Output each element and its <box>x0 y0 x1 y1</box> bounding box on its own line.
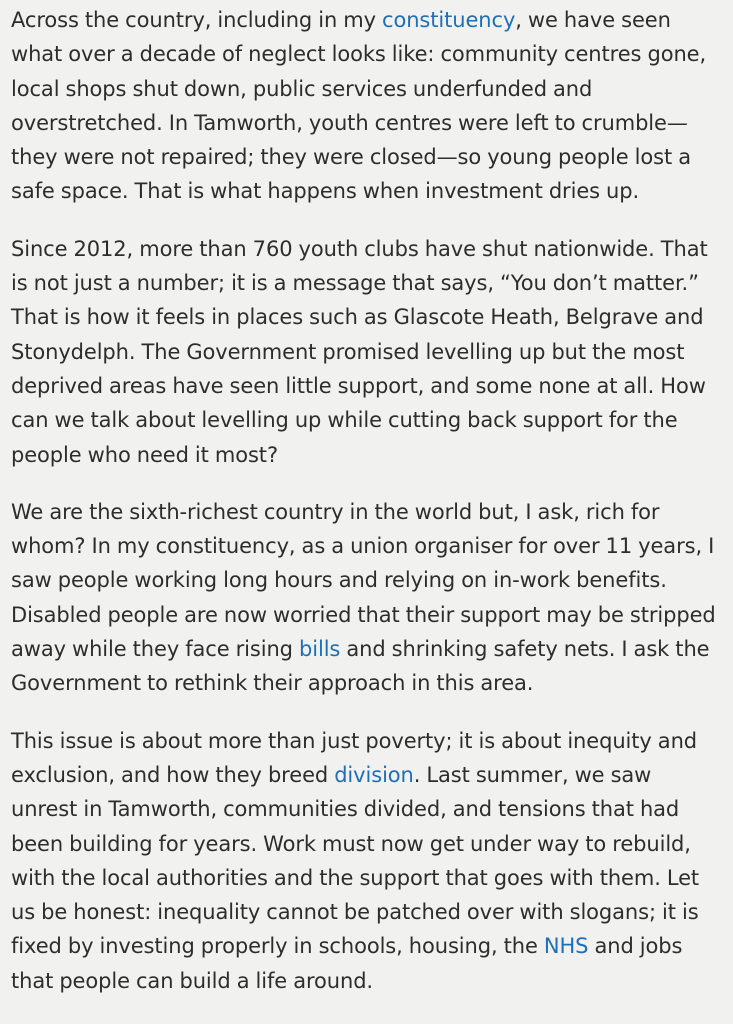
text-segment: . Last summer, we saw unrest in Tamworth, communities divided, and tensions that had been building for years. Work must now get under way to rebuild, with the local authorities and the support that goes with them. Let us be honest: inequality cannot be patched over with slogans; it is fixed by investing properly in schools, housing, the <box>11 762 700 959</box>
text-segment: , we have seen what over a decade of neglect looks like: community centres gone, local shops shut down, public services underfunded and overstretched. In Tamworth, youth centres were left to crumble—they were not repaired; they were closed—so young people lost a safe space. That is what happens when investment dries up. <box>11 8 707 204</box>
paragraph-3 <box>11 495 723 701</box>
link-constituency[interactable]: constituency <box>382 8 516 32</box>
link-division[interactable]: division <box>334 762 414 787</box>
text-segment: We are the sixth-richest country in the world but, I ask, rich for whom? In my constituency, as a union organiser for over 11 years, I saw people working long hours and relying on in-work benefits. Disabled people are now worried that their support may be stripped away while they face rising <box>11 499 716 662</box>
text-segment: and jobs that people can build a life around. <box>11 934 683 993</box>
paragraph-1 <box>11 3 723 209</box>
paragraph-2 <box>11 232 723 472</box>
text-segment: This issue is about more than just poverty; it is about inequity and exclusion, and how they breed <box>11 728 698 787</box>
paragraph-4 <box>11 724 723 998</box>
text-segment: and shrinking safety nets. I ask the Government to rethink their approach in this area. <box>11 637 710 696</box>
link-bills[interactable]: bills <box>299 637 341 662</box>
link-nhs[interactable]: NHS <box>543 934 589 959</box>
text-segment: Across the country, including in my <box>11 8 383 32</box>
text-segment: Since 2012, more than 760 youth clubs have shut nationwide. That is not just a number; it is a message that says, “You don’t matter.” That is how it feels in places such as Glascote Heath, Belgrave and Stonydelph. The Government promised levelling up but the most deprived areas have seen little support, and some none at all. How can we talk about levelling up while cutting back support for the people who need it most? <box>11 236 708 467</box>
